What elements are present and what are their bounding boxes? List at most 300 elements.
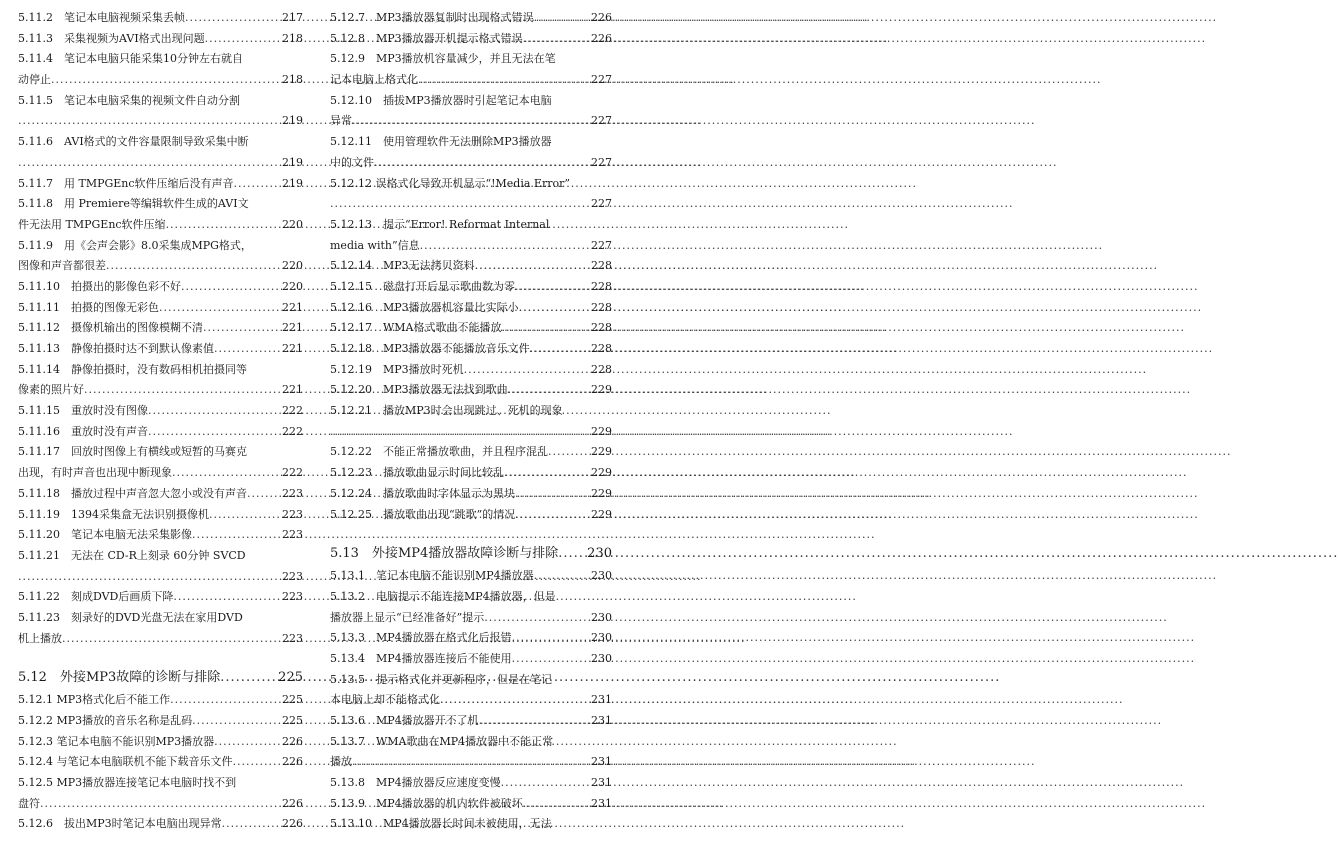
toc-entry: [330, 794, 612, 815]
toc-page-number: 230: [591, 569, 612, 583]
toc-dot-leader: [234, 174, 281, 195]
toc-page-number: 218: [282, 73, 303, 87]
toc-entry-line: [18, 484, 303, 505]
toc-dot-leader: [192, 711, 281, 732]
toc-entry-title: 5.11.23 刻录好的DVD光盘无法在家用DVD: [18, 610, 243, 624]
toc-entry-line: [330, 277, 612, 298]
toc-dot-leader: [209, 505, 281, 526]
toc-entry-line: [330, 132, 612, 153]
toc-page-number: 228: [591, 321, 612, 335]
toc-entry-title: 机上播放: [18, 631, 62, 645]
toc-dot-leader: [558, 541, 586, 566]
toc-dot-leader: [222, 814, 281, 835]
toc-entry: [18, 608, 303, 649]
toc-entry-title: 5.12.4 与笔记本电脑联机不能下载音乐文件: [18, 755, 233, 769]
toc-entry-title: 5.11.13 静像拍摄时达不到默认像素值: [18, 342, 214, 355]
toc-entry-line: [330, 442, 612, 463]
toc-entry-title: 5.11.14 静像拍摄时，没有数码相机拍摄同等: [18, 362, 247, 376]
toc-entry-title: 5.13.4 MP4播放器连接后不能使用: [330, 651, 512, 665]
toc-entry-title: 5.11.12 摄像机输出的图像模糊不清: [18, 321, 203, 335]
toc-dot-leader: [475, 256, 590, 277]
toc-page-number: 225: [278, 670, 303, 686]
toc-entry: [330, 773, 612, 794]
toc-entry-line: [18, 525, 303, 546]
toc-entry-line: [330, 111, 612, 132]
toc-entry: [18, 49, 303, 90]
toc-section-heading: [330, 541, 612, 566]
toc-entry: [18, 442, 303, 483]
toc-entry-title: 5.11.5 笔记本电脑采集的视频文件自动分割: [18, 93, 240, 107]
toc-entry-line: [18, 49, 303, 70]
toc-dot-leader: [18, 111, 281, 132]
toc-page-number: 228: [591, 279, 612, 293]
toc-entry: [18, 8, 303, 29]
toc-page-number: 221: [282, 321, 303, 335]
toc-entry-line: [18, 773, 303, 794]
toc-entry-line: [330, 773, 612, 794]
toc-entry-line: [18, 194, 303, 215]
toc-entry-title: 5.13.3 MP4播放器在格式化后报错: [330, 631, 512, 645]
toc-entry-title: 中的文件: [330, 155, 374, 169]
toc-entry-line: [18, 380, 303, 401]
toc-page-number: 226: [282, 755, 303, 769]
toc-page-number: 229: [591, 466, 612, 480]
toc-page-number: 218: [282, 31, 303, 45]
toc-dot-leader: [418, 70, 590, 91]
toc-entry-line: [330, 49, 612, 70]
toc-page-number: 230: [591, 610, 612, 624]
toc-entry-title: 5.12.15 磁盘打开后显示歌曲数为零: [330, 279, 515, 293]
toc-entry: [330, 670, 612, 711]
toc-dot-leader: [534, 566, 590, 587]
toc-page-number: 221: [282, 300, 303, 314]
toc-entry: [18, 422, 303, 443]
toc-entry: [18, 752, 303, 773]
toc-entry-line: [330, 318, 612, 339]
toc-dot-leader: [548, 442, 590, 463]
toc-page-number: 219: [282, 155, 303, 169]
toc-entry-title: 5.12.5 MP3播放器连接笔记本电脑时找不到: [18, 776, 237, 790]
toc-dot-leader: [512, 649, 590, 670]
toc-entry-line: [330, 194, 612, 215]
toc-entry: [330, 442, 612, 463]
toc-entry-title: 5.12.3 笔记本电脑不能识别MP3播放器: [18, 734, 215, 748]
toc-entry: [330, 711, 612, 732]
toc-entry: [330, 587, 612, 628]
toc-entry-line: [18, 215, 303, 236]
toc-entry-title: 动停止: [18, 73, 51, 87]
toc-entry: [18, 484, 303, 505]
toc-entry-title: 5.12.13 提示“Error! Reformat Internal: [330, 217, 550, 231]
toc-entry: [18, 732, 303, 753]
toc-entry: [330, 339, 612, 360]
toc-entry: [330, 298, 612, 319]
toc-dot-leader: [62, 629, 281, 650]
toc-entry-line: [18, 277, 303, 298]
toc-entry-title: 5.13.10 MP4播放器长时间未被使用，无法: [330, 817, 552, 831]
toc-page-number: 228: [591, 362, 612, 376]
toc-page-number: 230: [591, 651, 612, 665]
toc-page-number: 221: [282, 383, 303, 397]
toc-entry-line: [330, 566, 612, 587]
toc-dot-leader: [515, 505, 590, 526]
toc-entry-line: [330, 752, 612, 773]
toc-entry: [330, 49, 612, 90]
toc-entry-line: [330, 587, 612, 608]
toc-entry: [18, 194, 303, 235]
toc-entry-title: 5.12.12 误格式化导致开机显示“!Media Error”: [330, 176, 570, 190]
toc-entry-title: 5.12.20 MP3播放器无法找到歌曲: [330, 383, 508, 397]
toc-entry-line: [18, 8, 303, 29]
toc-dot-leader: [330, 422, 590, 443]
toc-dot-leader: [159, 298, 281, 319]
toc-entry-line: [330, 215, 612, 236]
toc-entry-title: 5.11.21 无法在 CD-R上刻录 60分钟 SVCD: [18, 548, 246, 562]
toc-entry-line: [330, 70, 612, 91]
toc-entry-title: 5.11.8 用 Premiere等编辑软件生成的AVI文: [18, 197, 249, 211]
toc-entry-title: 图像和声音都很差: [18, 259, 106, 273]
toc-entry-title: 5.12.8 MP3播放器开机提示格式错误: [330, 31, 523, 45]
toc-entry-line: [18, 711, 303, 732]
toc-entry-title: 5.11.19 1394采集盒无法识别摄像机: [18, 507, 209, 521]
toc-entry-title: 5.13.1 笔记本电脑不能识别MP4播放器: [330, 569, 534, 583]
toc-entry-title: media with”信息: [330, 238, 420, 252]
toc-page-number: 219: [282, 176, 303, 190]
toc-page-number: 219: [282, 114, 303, 128]
toc-dot-leader: [420, 236, 590, 257]
toc-entry-title: 5.12.23 播放歌曲显示时间比较乱: [330, 466, 504, 480]
toc-dot-leader: [523, 29, 590, 50]
toc-entry: [330, 91, 612, 132]
toc-dot-leader: [18, 153, 281, 174]
toc-entry-line: [330, 484, 612, 505]
toc-entry-title: 5.11.17 回放时图像上有横线或短暂的马赛克: [18, 445, 247, 459]
toc-entry: [18, 401, 303, 422]
toc-entry-title: 像素的照片好: [18, 383, 84, 397]
toc-entry-line: [18, 339, 303, 360]
toc-page-number: 227: [591, 114, 612, 128]
toc-entry-title: 5.13.5 提示格式化并更新程序，但是在笔记: [330, 672, 552, 686]
toc-entry: [330, 360, 612, 381]
toc-page-number: 226: [591, 31, 612, 45]
toc-entry: [18, 277, 303, 298]
toc-entry-line: [330, 670, 612, 691]
toc-entry-line: [18, 587, 303, 608]
toc-entry-line: [18, 608, 303, 629]
toc-entry-title: 5.13.2 电脑提示不能连接MP4播放器，但是: [330, 589, 556, 603]
toc-page-number: 223: [282, 486, 303, 500]
toc-entry-title: 5.12.7 MP3播放器复制时出现格式错误: [330, 11, 534, 24]
toc-page-number: 223: [282, 590, 303, 604]
toc-entry-line: [330, 29, 612, 50]
toc-entry-line: [18, 422, 303, 443]
toc-entry-line: [330, 422, 612, 443]
toc-dot-leader: [173, 587, 281, 608]
toc-dot-leader: [352, 111, 590, 132]
toc-page-number: 228: [591, 259, 612, 273]
toc-entry-line: [330, 628, 612, 649]
toc-entry-line: [18, 29, 303, 50]
toc-dot-leader: [479, 711, 590, 732]
toc-entry-title: 5.12.9 MP3播放机容量减少，并且无法在笔: [330, 52, 556, 66]
toc-entry-line: [18, 298, 303, 319]
toc-entry-line: [18, 546, 303, 567]
toc-entry-title: 5.12.11 使用管理软件无法删除MP3播放器: [330, 135, 552, 149]
toc-dot-leader: [214, 732, 281, 753]
toc-page-number: 229: [591, 507, 612, 521]
toc-entry: [330, 732, 612, 773]
toc-dot-leader: [170, 690, 281, 711]
toc-page-number: 227: [591, 197, 612, 211]
toc-entry-title: 5.13 外接MP4播放器故障诊断与排除: [330, 546, 559, 562]
toc-page-number: 228: [591, 300, 612, 314]
toc-entry-line: [18, 91, 303, 112]
toc-page-number: 230: [591, 631, 612, 645]
toc-entry: [330, 628, 612, 649]
toc-entry: [330, 132, 612, 173]
toc-page-number: 229: [591, 486, 612, 500]
toc-page-number: 223: [282, 507, 303, 521]
toc-entry: [330, 215, 612, 256]
toc-entry-title: 5.12.10 插拔MP3播放器时引起笔记本电脑: [330, 93, 552, 107]
toc-entry-line: [330, 339, 612, 360]
toc-entry: [18, 690, 303, 711]
toc-entry-line: [330, 298, 612, 319]
toc-entry-title: 播放: [330, 755, 352, 769]
toc-page-number: 225: [282, 693, 303, 707]
toc-dot-leader: [106, 256, 281, 277]
toc-entry-title: 件无法用 TMPGEnc软件压缩: [18, 217, 166, 231]
toc-entry-title: 5.11.4 笔记本电脑只能采集10分钟左右就自: [18, 52, 243, 66]
toc-entry: [330, 29, 612, 50]
toc-entry: [330, 566, 612, 587]
toc-entry-line: [330, 153, 612, 174]
toc-entry-line: [18, 752, 303, 773]
toc-entry-line: [330, 91, 612, 112]
toc-entry: [330, 463, 612, 484]
toc-dot-leader: [530, 339, 590, 360]
toc-entry-line: [18, 665, 303, 690]
toc-entry-title: 5.12.18 MP3播放器不能播放音乐文件: [330, 342, 530, 355]
toc-entry-title: 5.12.22 不能正常播放歌曲，并且程序混乱: [330, 445, 548, 459]
toc-entry-title: 5.11.15 重放时没有图像: [18, 404, 148, 418]
toc-page-number: 217: [282, 11, 303, 24]
toc-entry: [330, 8, 612, 29]
toc-entry-line: [330, 505, 612, 526]
toc-dot-leader: [374, 153, 590, 174]
toc-dot-leader: [515, 277, 590, 298]
toc-page-number: 228: [591, 342, 612, 355]
toc-entry-title: 5.11.20 笔记本电脑无法采集影像: [18, 528, 192, 542]
toc-entry: [18, 318, 303, 339]
toc-dot-leader: [484, 608, 590, 629]
toc-dot-leader: [205, 29, 281, 50]
toc-entry: [18, 174, 303, 195]
toc-dot-leader: [501, 773, 590, 794]
toc-dot-leader: [504, 463, 590, 484]
toc-entry-line: [330, 711, 612, 732]
toc-entry-title: 5.11.22 刻成DVD后画质下降: [18, 590, 174, 604]
toc-entry-line: [18, 174, 303, 195]
toc-entry-line: [18, 132, 303, 153]
toc-entry-line: [330, 360, 612, 381]
toc-page-number: 220: [282, 279, 303, 293]
toc-entry-line: [330, 236, 612, 257]
toc-dot-leader: [519, 298, 590, 319]
toc-entry-line: [18, 401, 303, 422]
toc-entry: [330, 318, 612, 339]
toc-entry: [18, 711, 303, 732]
toc-dot-leader: [18, 567, 281, 588]
toc-page-number: 229: [591, 383, 612, 397]
toc-entry-title: 5.11.18 播放过程中声音忽大忽小或没有声音: [18, 486, 247, 500]
toc-entry: [330, 814, 612, 835]
toc-entry-title: 5.11.6 AVI格式的文件容量限制导致采集中断: [18, 135, 249, 149]
toc-dot-leader: [440, 690, 590, 711]
toc-entry-line: [18, 70, 303, 91]
toc-right-column: [330, 8, 612, 835]
toc-entry: [18, 546, 303, 587]
toc-entry-line: [330, 690, 612, 711]
toc-page-number: 223: [282, 528, 303, 542]
toc-entry-line: [18, 463, 303, 484]
toc-page-number: 231: [591, 796, 612, 810]
toc-entry-title: 5.12.2 MP3播放的音乐名称是乱码: [18, 714, 193, 727]
toc-page-number: 231: [591, 714, 612, 727]
toc-entry-line: [330, 174, 612, 195]
toc-dot-leader: [172, 463, 281, 484]
toc-dot-leader: [464, 360, 590, 381]
toc-entry-line: [330, 794, 612, 815]
toc-entry-title: 5.12.6 拔出MP3时笔记本电脑出现异常: [18, 817, 222, 831]
toc-entry: [330, 174, 612, 215]
toc-entry-line: [330, 649, 612, 670]
toc-entry-line: [18, 153, 303, 174]
toc-entry-line: [18, 236, 303, 257]
toc-page-number: 220: [282, 217, 303, 231]
toc-entry-line: [18, 690, 303, 711]
toc-entry-line: [330, 814, 612, 835]
toc-entry-title: 异常: [330, 114, 352, 128]
toc-entry-line: [330, 8, 612, 29]
toc-page: [0, 0, 624, 854]
toc-entry-title: 5.11.3 采集视频为AVI格式出现问题: [18, 31, 205, 45]
toc-entry-title: 盘符: [18, 796, 40, 810]
toc-entry-line: [330, 541, 612, 566]
toc-entry-title: 5.13.6 MP4播放器开不了机: [330, 714, 479, 727]
toc-page-number: 222: [282, 404, 303, 418]
toc-entry-title: 5.13.9 MP4播放器的机内软件被破坏: [330, 796, 523, 810]
toc-page-number: 227: [591, 238, 612, 252]
toc-entry: [330, 484, 612, 505]
toc-entry: [18, 298, 303, 319]
toc-entry-line: [18, 732, 303, 753]
toc-entry: [18, 339, 303, 360]
toc-page-number: 231: [591, 693, 612, 707]
toc-page-number: 229: [591, 424, 612, 438]
toc-dot-leader: [534, 8, 590, 29]
toc-entry-line: [18, 442, 303, 463]
toc-entry-title: 出现，有时声音也出现中断现象: [18, 466, 172, 480]
toc-entry: [18, 505, 303, 526]
toc-page-number: 226: [282, 734, 303, 748]
toc-dot-leader: [166, 215, 281, 236]
toc-entry-title: 本电脑上却不能格式化: [330, 693, 440, 707]
toc-dot-leader: [232, 752, 281, 773]
toc-entry: [18, 29, 303, 50]
toc-entry-title: 5.11.16 重放时没有声音: [18, 424, 148, 438]
toc-entry: [18, 525, 303, 546]
toc-entry-title: 5.11.2 笔记本电脑视频采集丢帧: [18, 11, 185, 24]
toc-dot-leader: [515, 484, 590, 505]
toc-page-number: 230: [587, 546, 612, 562]
toc-dot-leader: [203, 318, 281, 339]
toc-page-number: 227: [591, 73, 612, 87]
toc-dot-leader: [512, 628, 590, 649]
toc-entry-line: [18, 567, 303, 588]
toc-entry-line: [18, 318, 303, 339]
toc-page-number: 226: [591, 11, 612, 24]
toc-entry-line: [330, 401, 612, 422]
toc-dot-leader: [508, 380, 590, 401]
toc-dot-leader: [148, 401, 281, 422]
toc-entry-title: 5.12.16 MP3播放器机容量比实际小: [330, 300, 519, 314]
toc-dot-leader: [181, 277, 281, 298]
toc-dot-leader: [51, 70, 281, 91]
toc-entry-line: [330, 380, 612, 401]
toc-entry: [18, 773, 303, 814]
toc-entry-title: 5.12.14 MP3无法拷贝资料: [330, 259, 475, 273]
toc-page-number: 226: [282, 796, 303, 810]
toc-dot-leader: [40, 794, 281, 815]
toc-dot-leader: [192, 525, 281, 546]
toc-dot-leader: [148, 422, 281, 443]
toc-dot-leader: [352, 752, 590, 773]
toc-entry-title: 5.11.11 拍摄的图像无彩色: [18, 300, 159, 314]
toc-page-number: 223: [282, 631, 303, 645]
toc-entry-line: [18, 505, 303, 526]
toc-page-number: 222: [282, 466, 303, 480]
toc-page-number: 231: [591, 776, 612, 790]
toc-entry-line: [330, 608, 612, 629]
toc-entry: [18, 814, 303, 835]
toc-entry-title: 5.11.10 拍摄出的影像色彩不好: [18, 279, 181, 293]
toc-page-number: 231: [591, 755, 612, 769]
toc-entry: [18, 91, 303, 132]
toc-entry: [18, 132, 303, 173]
toc-dot-leader: [523, 794, 590, 815]
toc-entry: [18, 236, 303, 277]
toc-page-number: 220: [282, 259, 303, 273]
toc-entry-line: [18, 629, 303, 650]
toc-dot-leader: [330, 194, 590, 215]
toc-entry-title: 5.11.7 用 TMPGEnc软件压缩后没有声音: [18, 176, 234, 190]
toc-entry-title: 5.13.8 MP4播放器反应速度变慢: [330, 776, 501, 790]
toc-entry-title: 5.12.24 播放歌曲时字体显示为黑块: [330, 486, 515, 500]
toc-entry-title: 播放器上显示“已经准备好”提示: [330, 610, 485, 624]
toc-entry-line: [330, 732, 612, 753]
toc-dot-leader: [214, 339, 281, 360]
toc-entry-title: 5.12.17 WMA格式歌曲不能播放: [330, 321, 502, 335]
toc-entry-title: 5.12.21 播放MP3时会出现跳过、死机的现象: [330, 404, 563, 418]
toc-entry: [330, 256, 612, 277]
toc-page-number: 226: [282, 817, 303, 831]
toc-entry: [18, 360, 303, 401]
toc-entry-line: [18, 111, 303, 132]
toc-page-number: 223: [282, 569, 303, 583]
toc-entry-title: 5.12.1 MP3格式化后不能工作: [18, 693, 171, 707]
toc-entry: [330, 380, 612, 401]
